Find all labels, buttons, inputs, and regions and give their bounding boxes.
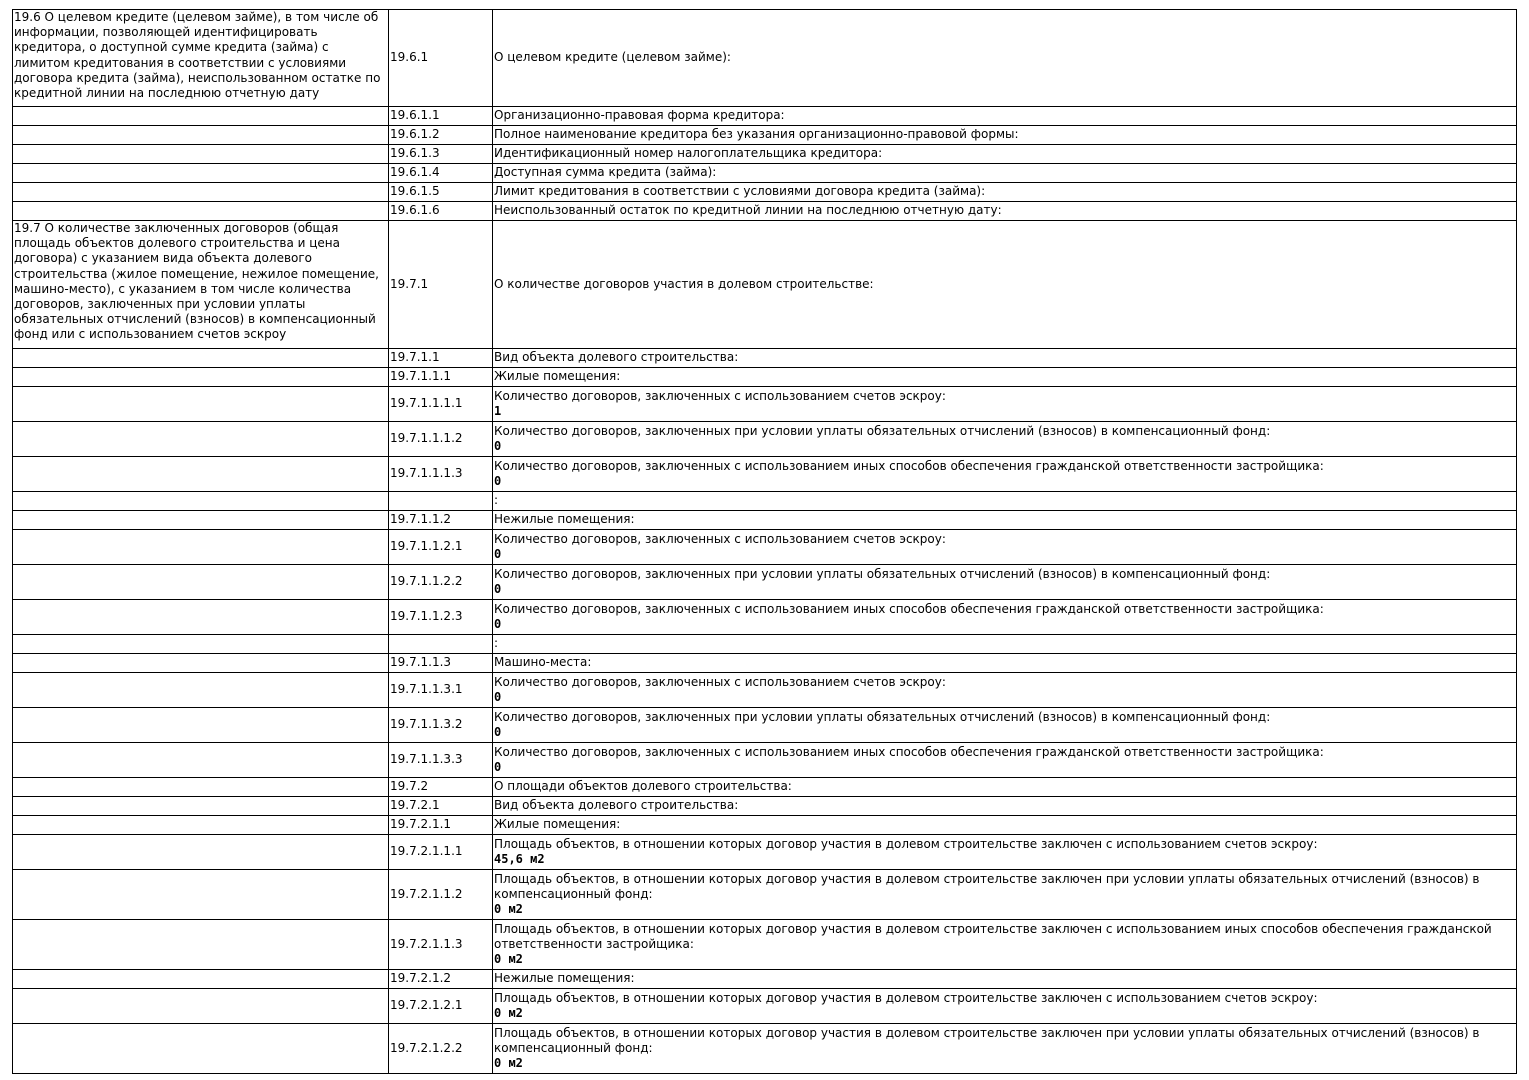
table-row bbox=[13, 511, 1517, 530]
description-text: Количество договоров, заключенных с использованием счетов эскроу: bbox=[494, 531, 946, 546]
table-row bbox=[13, 989, 1517, 1024]
description-text: : bbox=[494, 493, 499, 508]
section-cell bbox=[13, 743, 389, 778]
description-cell bbox=[493, 920, 1517, 970]
table-row bbox=[13, 778, 1517, 797]
section-cell bbox=[13, 654, 389, 673]
description-text: Количество договоров, заключенных с использованием счетов эскроу: bbox=[494, 388, 946, 403]
section-cell bbox=[13, 368, 389, 387]
code-cell: 19.7.2.1.2.2 bbox=[389, 1024, 493, 1074]
description-cell bbox=[493, 1024, 1517, 1074]
description-text: Организационно-правовая форма кредитора: bbox=[494, 108, 785, 123]
table-row bbox=[13, 202, 1517, 221]
table-row bbox=[13, 530, 1517, 565]
description-text: Количество договоров, заключенных с использованием счетов эскроу: bbox=[494, 674, 946, 689]
section-cell bbox=[13, 565, 389, 600]
code-cell: 19.7.1 bbox=[389, 221, 493, 349]
code-cell: 19.7.2.1.1.3 bbox=[389, 920, 493, 970]
table-row bbox=[13, 457, 1517, 492]
section-cell bbox=[13, 635, 389, 654]
description-cell bbox=[493, 743, 1517, 778]
description-text: Площадь объектов, в отношении которых договор участия в долевом строительстве заключен с использованием счетов эскроу: bbox=[494, 836, 1318, 851]
description-text: Лимит кредитования в соответствии с условиями договора кредита (займа): bbox=[494, 184, 986, 199]
section-cell bbox=[13, 183, 389, 202]
description-cell bbox=[493, 492, 1517, 511]
section-cell bbox=[13, 1024, 389, 1074]
table-row bbox=[13, 387, 1517, 422]
description-cell bbox=[493, 368, 1517, 387]
description-text: Количество договоров, заключенных при условии уплаты обязательных отчислений (взносов) в компенсационный фонд: bbox=[494, 566, 1271, 581]
description-text: О целевом кредите (целевом займе): bbox=[494, 50, 731, 65]
code-cell: 19.7.1.1.3.2 bbox=[389, 708, 493, 743]
code-cell: 19.7.2 bbox=[389, 778, 493, 797]
code-cell: 19.7.2.1.1.1 bbox=[389, 835, 493, 870]
value-text: 0 bbox=[494, 725, 502, 739]
description-cell bbox=[493, 511, 1517, 530]
value-text: 0 bbox=[494, 439, 502, 453]
description-text: Количество договоров, заключенных с использованием иных способов обеспечения гражданской ответственности застройщика: bbox=[494, 601, 1324, 616]
code-cell: 19.6.1.5 bbox=[389, 183, 493, 202]
code-cell: 19.7.1.1.2.2 bbox=[389, 565, 493, 600]
table-row bbox=[13, 920, 1517, 970]
description-text: Полное наименование кредитора без указания организационно-правовой формы: bbox=[494, 127, 1019, 142]
code-cell: 19.7.2.1.2.1 bbox=[389, 989, 493, 1024]
table-row bbox=[13, 970, 1517, 989]
description-cell bbox=[493, 457, 1517, 492]
section-cell: 19.6 О целевом кредите (целевом займе), в том числе об информации, позволяющей идентифицировать кредитора, о доступной сумме кредита (займа) с лимитом кредитования в соответствии с условиями договора кредита (займа), неиспользованном остатке по кредитной линии на последнюю отчетную дату bbox=[13, 10, 389, 107]
code-cell bbox=[389, 635, 493, 654]
description-text: Вид объекта долевого строительства: bbox=[494, 350, 739, 365]
description-cell bbox=[493, 10, 1517, 107]
description-text: Машино-места: bbox=[494, 655, 592, 670]
description-text: Количество договоров, заключенных с использованием иных способов обеспечения гражданской ответственности застройщика: bbox=[494, 744, 1324, 759]
description-text: Площадь объектов, в отношении которых договор участия в долевом строительстве заключен при условии уплаты обязательных отчислений (взносов) в компенсационный фонд: bbox=[494, 871, 1480, 901]
section-cell bbox=[13, 511, 389, 530]
section-cell bbox=[13, 816, 389, 835]
code-cell: 19.7.1.1.2.3 bbox=[389, 600, 493, 635]
disclosure-table bbox=[12, 9, 1517, 1074]
description-text: Нежилые помещения: bbox=[494, 512, 635, 527]
description-text: Количество договоров, заключенных при условии уплаты обязательных отчислений (взносов) в компенсационный фонд: bbox=[494, 423, 1271, 438]
code-cell: 19.7.2.1.1 bbox=[389, 816, 493, 835]
code-cell: 19.7.2.1 bbox=[389, 797, 493, 816]
code-cell: 19.7.1.1.1.1 bbox=[389, 387, 493, 422]
description-cell bbox=[493, 816, 1517, 835]
section-cell bbox=[13, 349, 389, 368]
description-text: Доступная сумма кредита (займа): bbox=[494, 165, 717, 180]
description-cell bbox=[493, 797, 1517, 816]
table-row bbox=[13, 221, 1517, 349]
description-text: Жилые помещения: bbox=[494, 369, 621, 384]
table-row bbox=[13, 10, 1517, 107]
description-text: Вид объекта долевого строительства: bbox=[494, 798, 739, 813]
section-cell bbox=[13, 422, 389, 457]
description-cell bbox=[493, 530, 1517, 565]
section-cell bbox=[13, 457, 389, 492]
description-text: Площадь объектов, в отношении которых договор участия в долевом строительстве заключен при условии уплаты обязательных отчислений (взносов) в компенсационный фонд: bbox=[494, 1025, 1480, 1055]
table-row bbox=[13, 422, 1517, 457]
table-row bbox=[13, 492, 1517, 511]
code-cell: 19.7.1.1.2.1 bbox=[389, 530, 493, 565]
section-cell bbox=[13, 870, 389, 920]
table-row bbox=[13, 654, 1517, 673]
code-cell: 19.6.1.1 bbox=[389, 107, 493, 126]
code-cell: 19.7.1.1.3.3 bbox=[389, 743, 493, 778]
value-text: 0 bbox=[494, 582, 502, 596]
value-text: 0 bbox=[494, 690, 502, 704]
description-cell bbox=[493, 387, 1517, 422]
table-row bbox=[13, 816, 1517, 835]
value-text: 0 bbox=[494, 547, 502, 561]
code-cell: 19.6.1.2 bbox=[389, 126, 493, 145]
code-cell: 19.7.1.1 bbox=[389, 349, 493, 368]
section-cell bbox=[13, 530, 389, 565]
section-cell bbox=[13, 673, 389, 708]
description-cell bbox=[493, 989, 1517, 1024]
description-cell bbox=[493, 970, 1517, 989]
table-row bbox=[13, 368, 1517, 387]
disclosure-table-body bbox=[13, 10, 1517, 1074]
section-cell bbox=[13, 387, 389, 422]
description-text: Количество договоров, заключенных с использованием иных способов обеспечения гражданской ответственности застройщика: bbox=[494, 458, 1324, 473]
table-row bbox=[13, 708, 1517, 743]
description-text: Нежилые помещения: bbox=[494, 971, 635, 986]
section-cell bbox=[13, 708, 389, 743]
code-cell: 19.6.1 bbox=[389, 10, 493, 107]
code-cell: 19.6.1.3 bbox=[389, 145, 493, 164]
code-cell: 19.7.2.1.2 bbox=[389, 970, 493, 989]
section-cell bbox=[13, 164, 389, 183]
table-row bbox=[13, 565, 1517, 600]
description-cell bbox=[493, 202, 1517, 221]
section-cell bbox=[13, 835, 389, 870]
section-cell bbox=[13, 778, 389, 797]
table-row bbox=[13, 635, 1517, 654]
description-cell bbox=[493, 145, 1517, 164]
table-row bbox=[13, 126, 1517, 145]
description-text: О количестве договоров участия в долевом строительстве: bbox=[494, 276, 874, 291]
description-cell bbox=[493, 778, 1517, 797]
description-cell bbox=[493, 835, 1517, 870]
description-cell bbox=[493, 654, 1517, 673]
value-text: 0 м2 bbox=[494, 902, 523, 917]
code-cell: 19.7.1.1.1 bbox=[389, 368, 493, 387]
table-row bbox=[13, 107, 1517, 126]
description-cell bbox=[493, 349, 1517, 368]
table-row bbox=[13, 797, 1517, 816]
section-cell bbox=[13, 202, 389, 221]
section-cell bbox=[13, 970, 389, 989]
description-cell bbox=[493, 673, 1517, 708]
description-text: Жилые помещения: bbox=[494, 817, 621, 832]
description-cell bbox=[493, 565, 1517, 600]
table-row bbox=[13, 743, 1517, 778]
section-cell bbox=[13, 920, 389, 970]
description-cell bbox=[493, 183, 1517, 202]
table-row bbox=[13, 164, 1517, 183]
table-row bbox=[13, 349, 1517, 368]
description-cell bbox=[493, 126, 1517, 145]
section-cell bbox=[13, 107, 389, 126]
value-text: 0 bbox=[494, 474, 502, 488]
code-cell: 19.7.1.1.1.3 bbox=[389, 457, 493, 492]
section-cell bbox=[13, 492, 389, 511]
code-cell bbox=[389, 492, 493, 511]
table-row bbox=[13, 673, 1517, 708]
description-text: О площади объектов долевого строительства: bbox=[494, 779, 792, 794]
section-cell bbox=[13, 797, 389, 816]
description-cell bbox=[493, 600, 1517, 635]
table-row bbox=[13, 870, 1517, 920]
description-text: Количество договоров, заключенных при условии уплаты обязательных отчислений (взносов) в компенсационный фонд: bbox=[494, 709, 1271, 724]
value-text: 0 м2 bbox=[494, 952, 523, 967]
description-text: Неиспользованный остаток по кредитной линии на последнюю отчетную дату: bbox=[494, 203, 1002, 218]
value-text: 0 м2 bbox=[494, 1006, 523, 1020]
description-cell bbox=[493, 635, 1517, 654]
description-text: : bbox=[494, 636, 499, 651]
code-cell: 19.6.1.6 bbox=[389, 202, 493, 221]
code-cell: 19.6.1.4 bbox=[389, 164, 493, 183]
description-cell bbox=[493, 422, 1517, 457]
table-row bbox=[13, 183, 1517, 202]
value-text: 0 bbox=[494, 760, 502, 774]
description-text: Площадь объектов, в отношении которых договор участия в долевом строительстве заключен с использованием иных способов обеспечения гражданской ответственности застройщика: bbox=[494, 921, 1492, 951]
description-text: Площадь объектов, в отношении которых договор участия в долевом строительстве заключен с использованием счетов эскроу: bbox=[494, 990, 1318, 1005]
code-cell: 19.7.1.1.3.1 bbox=[389, 673, 493, 708]
description-cell bbox=[493, 708, 1517, 743]
description-cell bbox=[493, 221, 1517, 349]
description-cell bbox=[493, 107, 1517, 126]
code-cell: 19.7.1.1.3 bbox=[389, 654, 493, 673]
section-cell bbox=[13, 126, 389, 145]
table-row bbox=[13, 835, 1517, 870]
section-cell bbox=[13, 600, 389, 635]
table-row bbox=[13, 1024, 1517, 1074]
description-cell bbox=[493, 870, 1517, 920]
value-text: 45,6 м2 bbox=[494, 852, 545, 866]
value-text: 0 м2 bbox=[494, 1056, 523, 1071]
section-cell bbox=[13, 145, 389, 164]
value-text: 0 bbox=[494, 617, 502, 631]
table-row bbox=[13, 145, 1517, 164]
section-cell: 19.7 О количестве заключенных договоров (общая площадь объектов долевого строительства и цена договора) с указанием вида объекта долевого строительства (жилое помещение, нежилое помещение, машино-место), с указанием в том числе количества договоров, заключенных при условии уплаты обязательных отчислений (взносов) в компенсационный фонд или с использованием счетов эскроу bbox=[13, 221, 389, 349]
description-text: Идентификационный номер налогоплательщика кредитора: bbox=[494, 146, 883, 161]
table-row bbox=[13, 600, 1517, 635]
description-cell bbox=[493, 164, 1517, 183]
value-text: 1 bbox=[494, 404, 502, 418]
code-cell: 19.7.1.1.1.2 bbox=[389, 422, 493, 457]
code-cell: 19.7.2.1.1.2 bbox=[389, 870, 493, 920]
section-cell bbox=[13, 989, 389, 1024]
code-cell: 19.7.1.1.2 bbox=[389, 511, 493, 530]
